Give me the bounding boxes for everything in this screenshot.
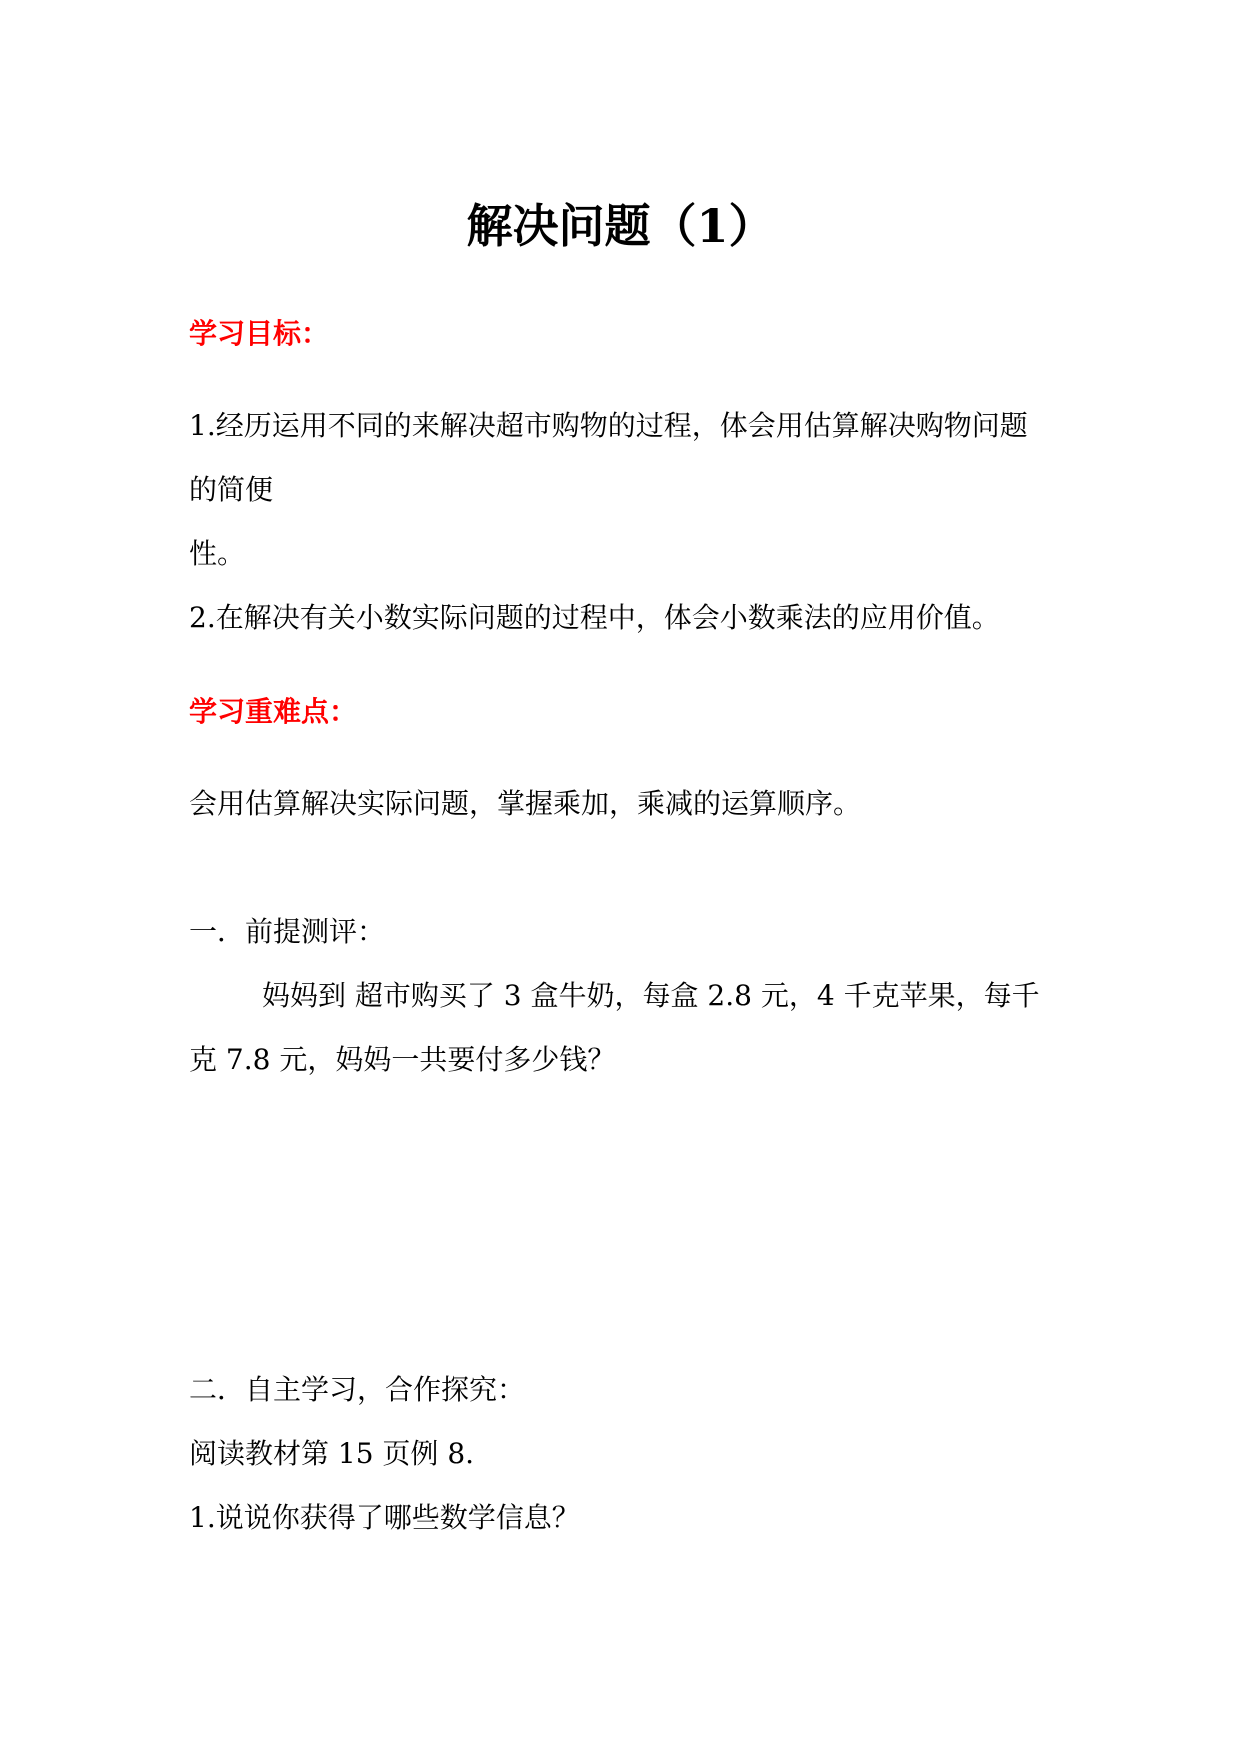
section-1-heading: 一．前提测评：: [189, 915, 386, 948]
section-2-heading: 二．自主学习，合作探究：: [189, 1373, 526, 1406]
page-title: 解决问题（1）: [466, 199, 775, 253]
objective-item-1-line-2: 的简便: [189, 473, 274, 506]
objective-item-2: 2.在解决有关小数实际问题的过程中，体会小数乘法的应用价值。: [189, 601, 1000, 634]
reading-instruction: 阅读教材第 15 页例 8.: [189, 1437, 475, 1470]
key-points-heading: 学习重难点：: [189, 695, 358, 728]
key-points-text: 会用估算解决实际问题，掌握乘加，乘减的运算顺序。: [189, 787, 862, 820]
pretest-problem-line-1: 妈妈到 超市购买了 3 盒牛奶，每盒 2.8 元，4 千克苹果，每千: [262, 979, 1040, 1012]
objective-item-1-line-3: 性。: [189, 537, 246, 570]
objective-item-1-line-1: 1.经历运用不同的来解决超市购物的过程，体会用估算解决购物问题: [189, 409, 1028, 442]
question-1: 1.说说你获得了哪些数学信息？: [189, 1501, 580, 1534]
pretest-problem-line-2: 克 7.8 元，妈妈一共要付多少钱？: [189, 1043, 616, 1076]
objectives-heading: 学习目标：: [189, 317, 330, 350]
